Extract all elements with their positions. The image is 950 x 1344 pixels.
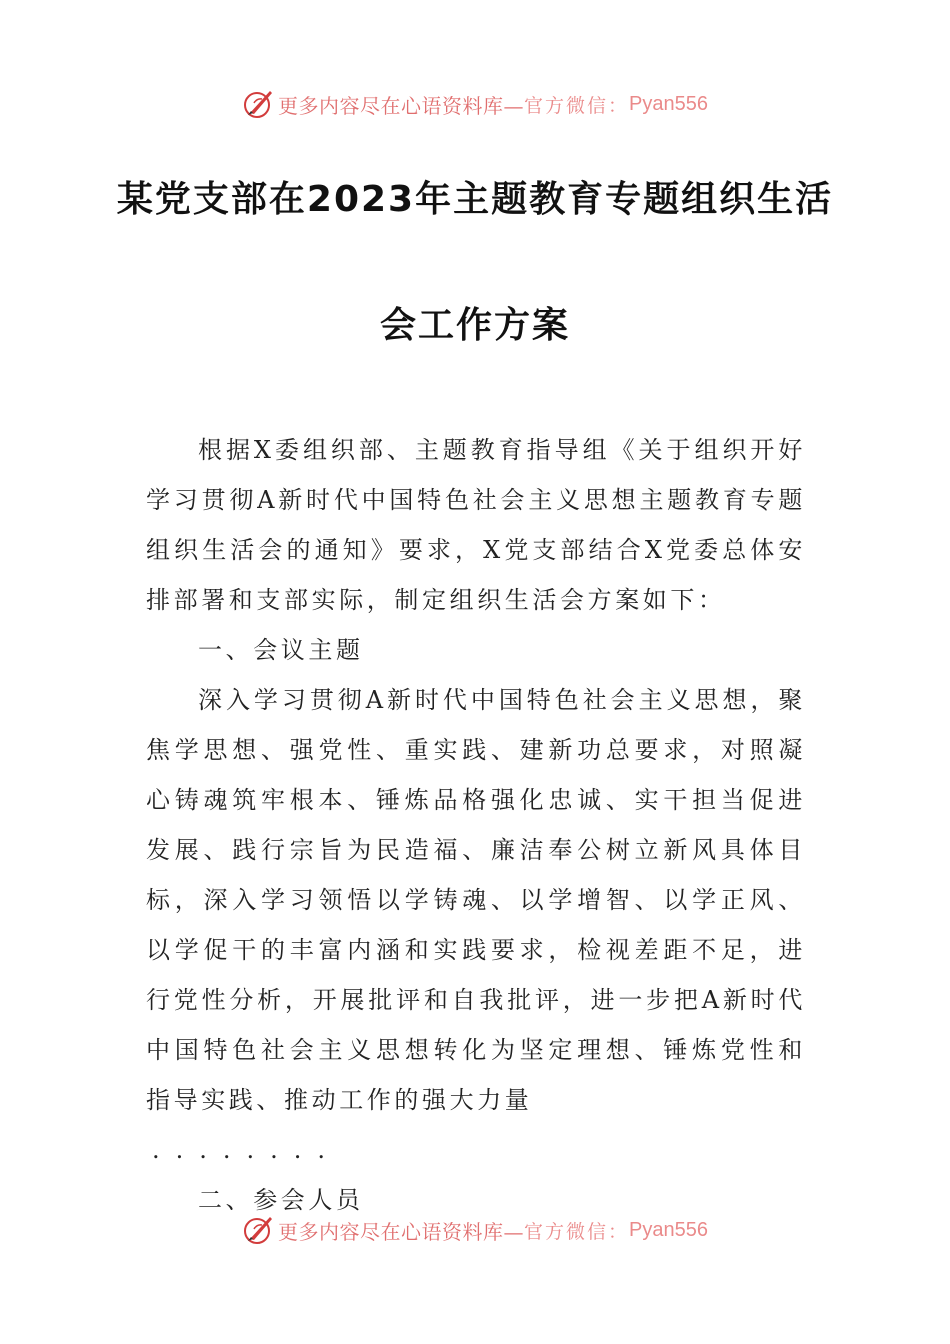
ellipsis-dots: ........ xyxy=(152,1136,342,1164)
watermark-wechat-id: Pyan556 xyxy=(629,1218,708,1241)
document-body xyxy=(146,425,806,1225)
section-heading-attendees: 二、参会人员 xyxy=(198,1186,364,1214)
watermark-banner-bottom xyxy=(0,1210,950,1250)
watermark-promo-text: 更多内容尽在心语资料库— xyxy=(278,93,524,118)
watermark-promo-text: 更多内容尽在心语资料库— xyxy=(278,1219,524,1244)
quill-logo-icon xyxy=(242,1213,276,1247)
watermark-wechat-label: 官方微信： xyxy=(524,1220,630,1243)
section-heading-theme: 一、会议主题 xyxy=(198,636,364,664)
document-title-line2: 会工作方案 xyxy=(379,305,570,346)
quill-logo-icon xyxy=(242,87,276,121)
intro-paragraph: 根据X委组织部、主题教育指导组《关于组织开好学习贯彻A新时代中国特色社会主义思想主题教育专题组织生活会的通知》要求，X党支部结合X党委总体安排部署和支部实际，制定组织生活会方案如下： xyxy=(146,436,806,614)
document-title-line1: 某党支部在2023年主题教育专题组织生活 xyxy=(116,179,834,220)
watermark-wechat-id: Pyan556 xyxy=(629,92,708,115)
watermark-wechat-label: 官方微信： xyxy=(524,94,630,117)
watermark-banner-top xyxy=(0,84,950,124)
section-body-theme: 深入学习贯彻A新时代中国特色社会主义思想，聚焦学思想、强党性、重实践、建新功总要求，对照凝心铸魂筑牢根本、锤炼品格强化忠诚、实干担当促进发展、践行宗旨为民造福、廉洁奉公树立新风具体目标，深入学习领悟以学铸魂、以学增智、以学正风、以学促干的丰富内涵和实践要求，检视差距不足，进行党性分析，开展批评和自我批评，进一步把A新时代中国特色社会主义思想转化为坚定理想、锤炼党性和指导实践、推动工作的强大力量 xyxy=(146,686,806,1114)
